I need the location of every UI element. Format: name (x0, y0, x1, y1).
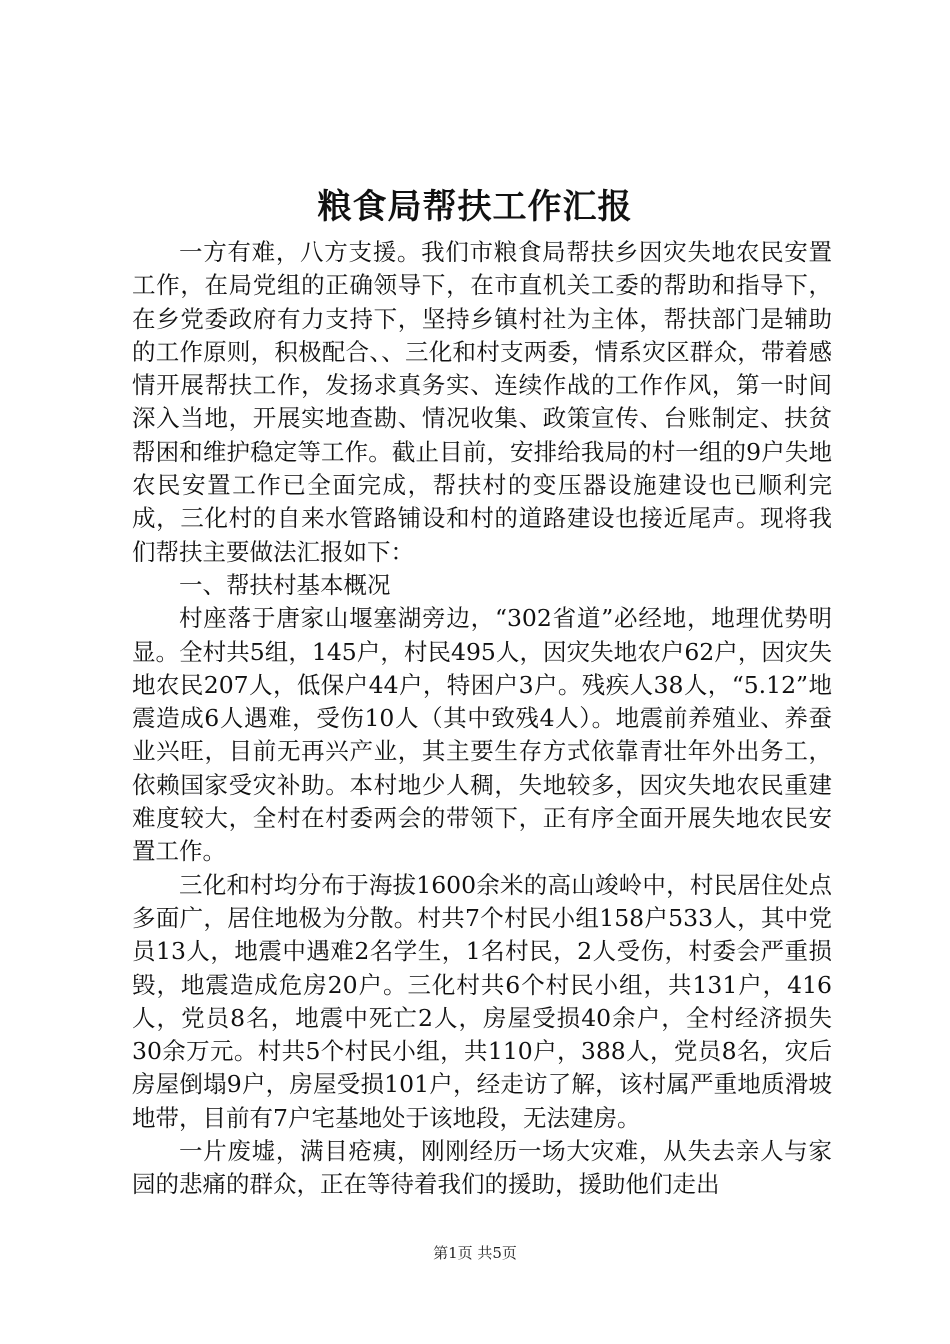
document-body (132, 236, 832, 1202)
paragraph-sanhua-village: 三化和村均分布于海拔1600余米的高山竣岭中，村民居住处点多面广，居住地极为分散。村共7个村民小组158户533人，其中党员13人，地震中遇难2名学生，1名村民，2人受伤，村委会严重损毁，地震造成危房20户。三化村共6个村民小组，共131户，416人，党员8名，地震中死亡2人，房屋受损40余户，全村经济损失30余万元。村共5个村民小组，共110户，388人，党员8名，灾后房屋倒塌9户，房屋受损101户，经走访了解，该村属严重地质滑坡地带，目前有7户宅基地处于该地段，无法建房。 (132, 870, 832, 1132)
paragraph-ruins: 一片废墟，满目疮痍，刚刚经历一场大灾难，从失去亲人与家园的悲痛的群众，正在等待着我们的援助，援助他们走出 (132, 1137, 832, 1199)
paragraph-intro: 一方有难，八方支援。我们市粮食局帮扶乡因灾失地农民安置工作，在局党组的正确领导下，在市直机关工委的帮助和指导下，在乡党委政府有力支持下，坚持乡镇村社为主体，帮扶部门是辅助的工作原则，积极配合、、三化和村支两委，情系灾区群众，带着感情开展帮扶工作，发扬求真务实、连续作战的工作作风，第一时间深入当地，开展实地查勘、情况收集、政策宣传、台账制定、扶贫帮困和维护稳定等工作。截止目前，安排给我局的村一组的9户失地农民安置工作已全面完成，帮扶村的变压器设施建设也已顺利完成，三化村的自来水管路铺设和村的道路建设也接近尾声。现将我们帮扶主要做法汇报如下： (132, 238, 832, 566)
section-heading-1: 一、帮扶村基本概况 (179, 570, 391, 599)
page-number-footer: 第1页 共5页 (433, 1244, 517, 1262)
document-title: 粮食局帮扶工作汇报 (317, 187, 633, 227)
paragraph-village-overview: 村座落于唐家山堰塞湖旁边，“302省道”必经地，地理优势明显。全村共5组，145户，村民495人，因灾失地农户62户，因灾失地农民207人，低保户44户，特困户3户。残疾人38人，“5.12”地震造成6人遇难，受伤10人（其中致残4人）。地震前养殖业、养蚕业兴旺，目前无再兴产业，其主要生存方式依靠青壮年外出务工，依赖国家受灾补助。本村地少人稠，失地较多，因灾失地农民重建难度较大，全村在村委两会的带领下，正有序全面开展失地农民安置工作。 (132, 604, 832, 866)
